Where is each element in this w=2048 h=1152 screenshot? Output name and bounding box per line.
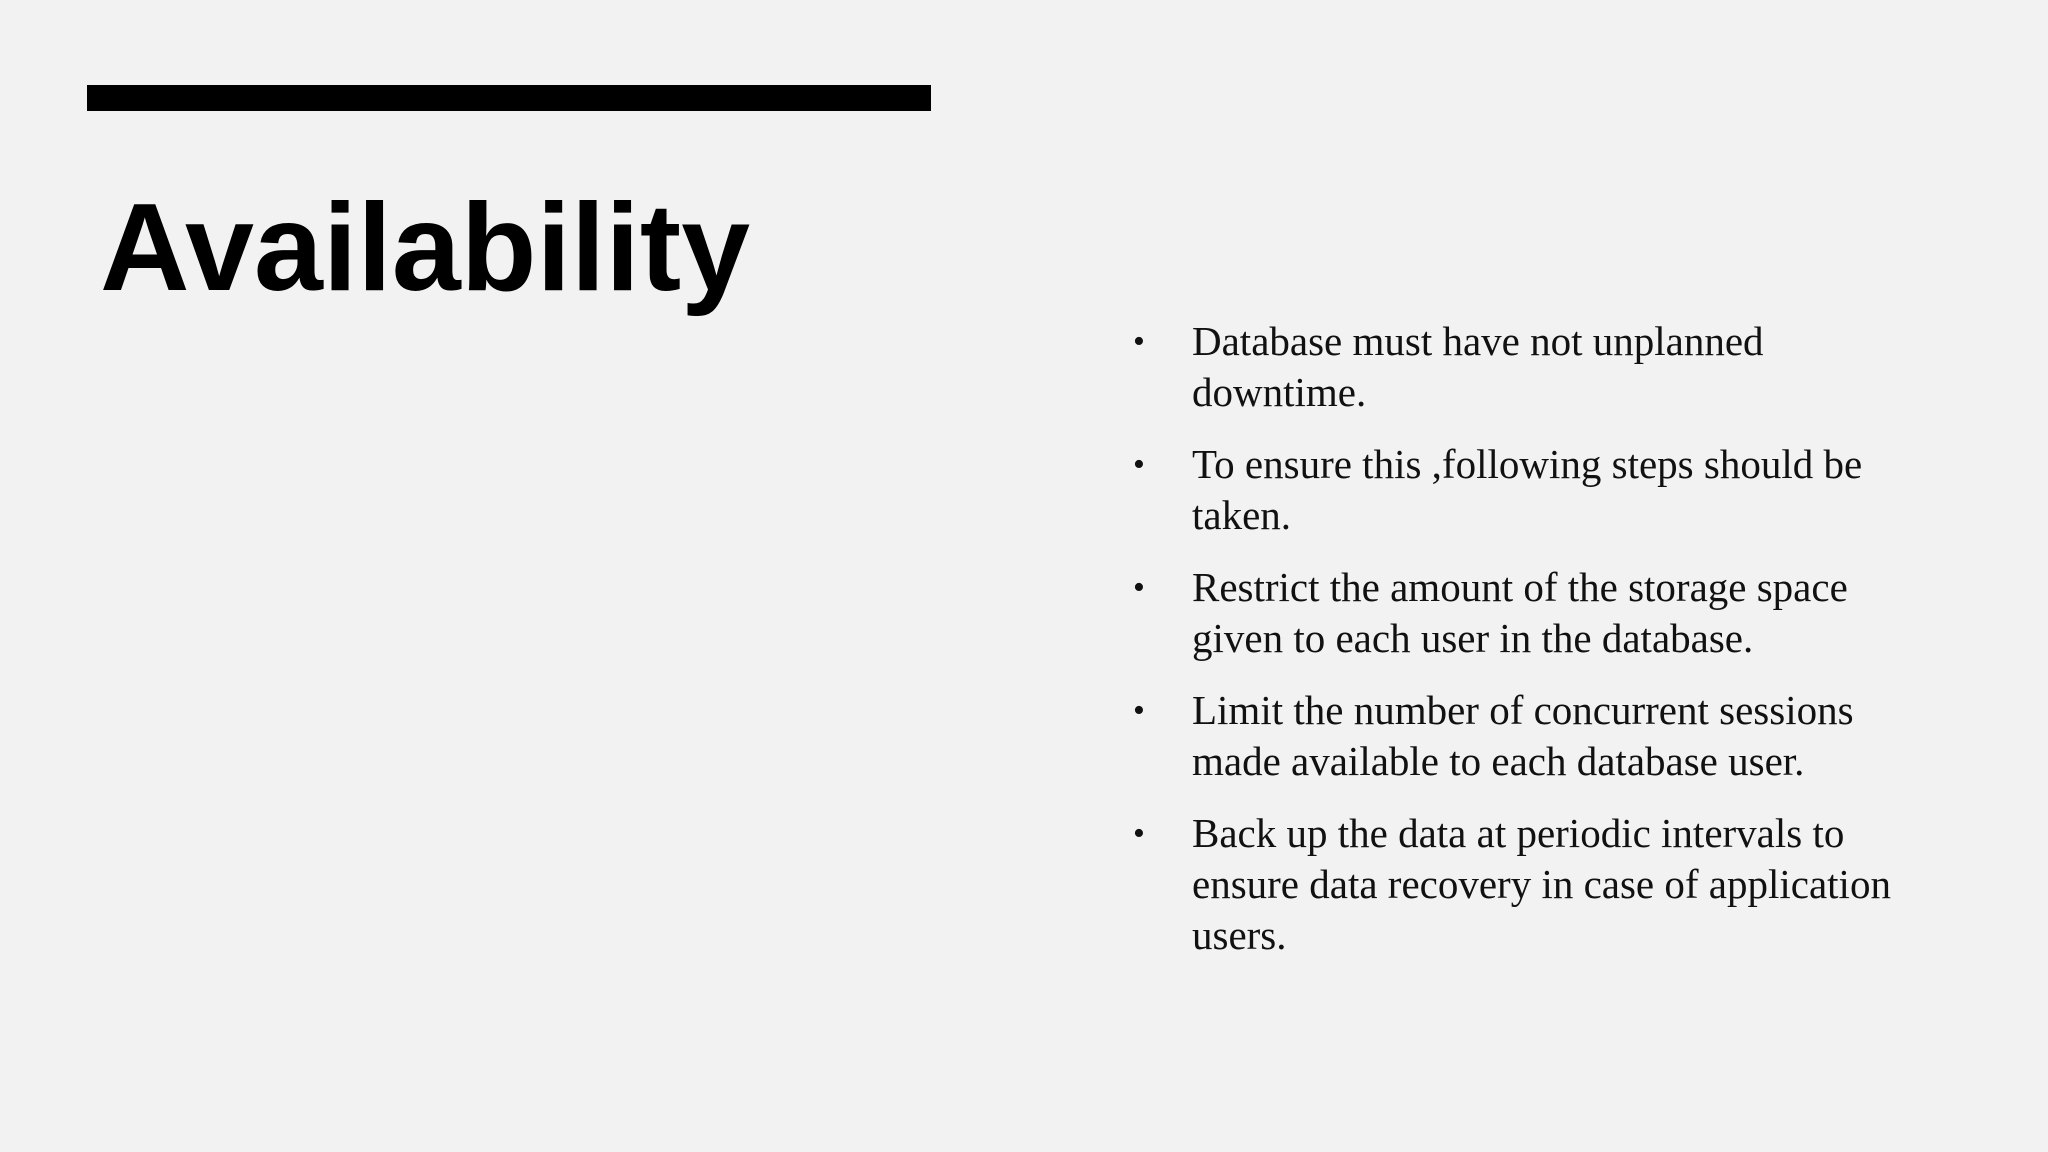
bullet-icon: • (1133, 815, 1145, 852)
title-accent-bar (87, 85, 931, 111)
bullet-icon: • (1133, 569, 1145, 606)
bullet-text: Limit the number of concurrent sessions made available to each database user. (1192, 687, 1854, 784)
bullet-item (1130, 316, 1930, 418)
bullet-icon: • (1133, 323, 1145, 360)
bullet-item (1130, 439, 1930, 541)
bullet-icon: • (1133, 446, 1145, 483)
bullet-list (1130, 316, 1930, 982)
bullet-text: Back up the data at periodic intervals to ensure data recovery in case of application users. (1192, 810, 1891, 958)
bullet-text: To ensure this ,following steps should be taken. (1192, 441, 1863, 538)
bullet-item (1130, 685, 1930, 787)
bullet-item (1130, 808, 1930, 961)
slide-title: Availability (100, 179, 751, 317)
bullet-icon: • (1133, 692, 1145, 729)
bullet-text: Database must have not unplanned downtime. (1192, 318, 1764, 415)
bullet-text: Restrict the amount of the storage space given to each user in the database. (1192, 564, 1848, 661)
bullet-item (1130, 562, 1930, 664)
